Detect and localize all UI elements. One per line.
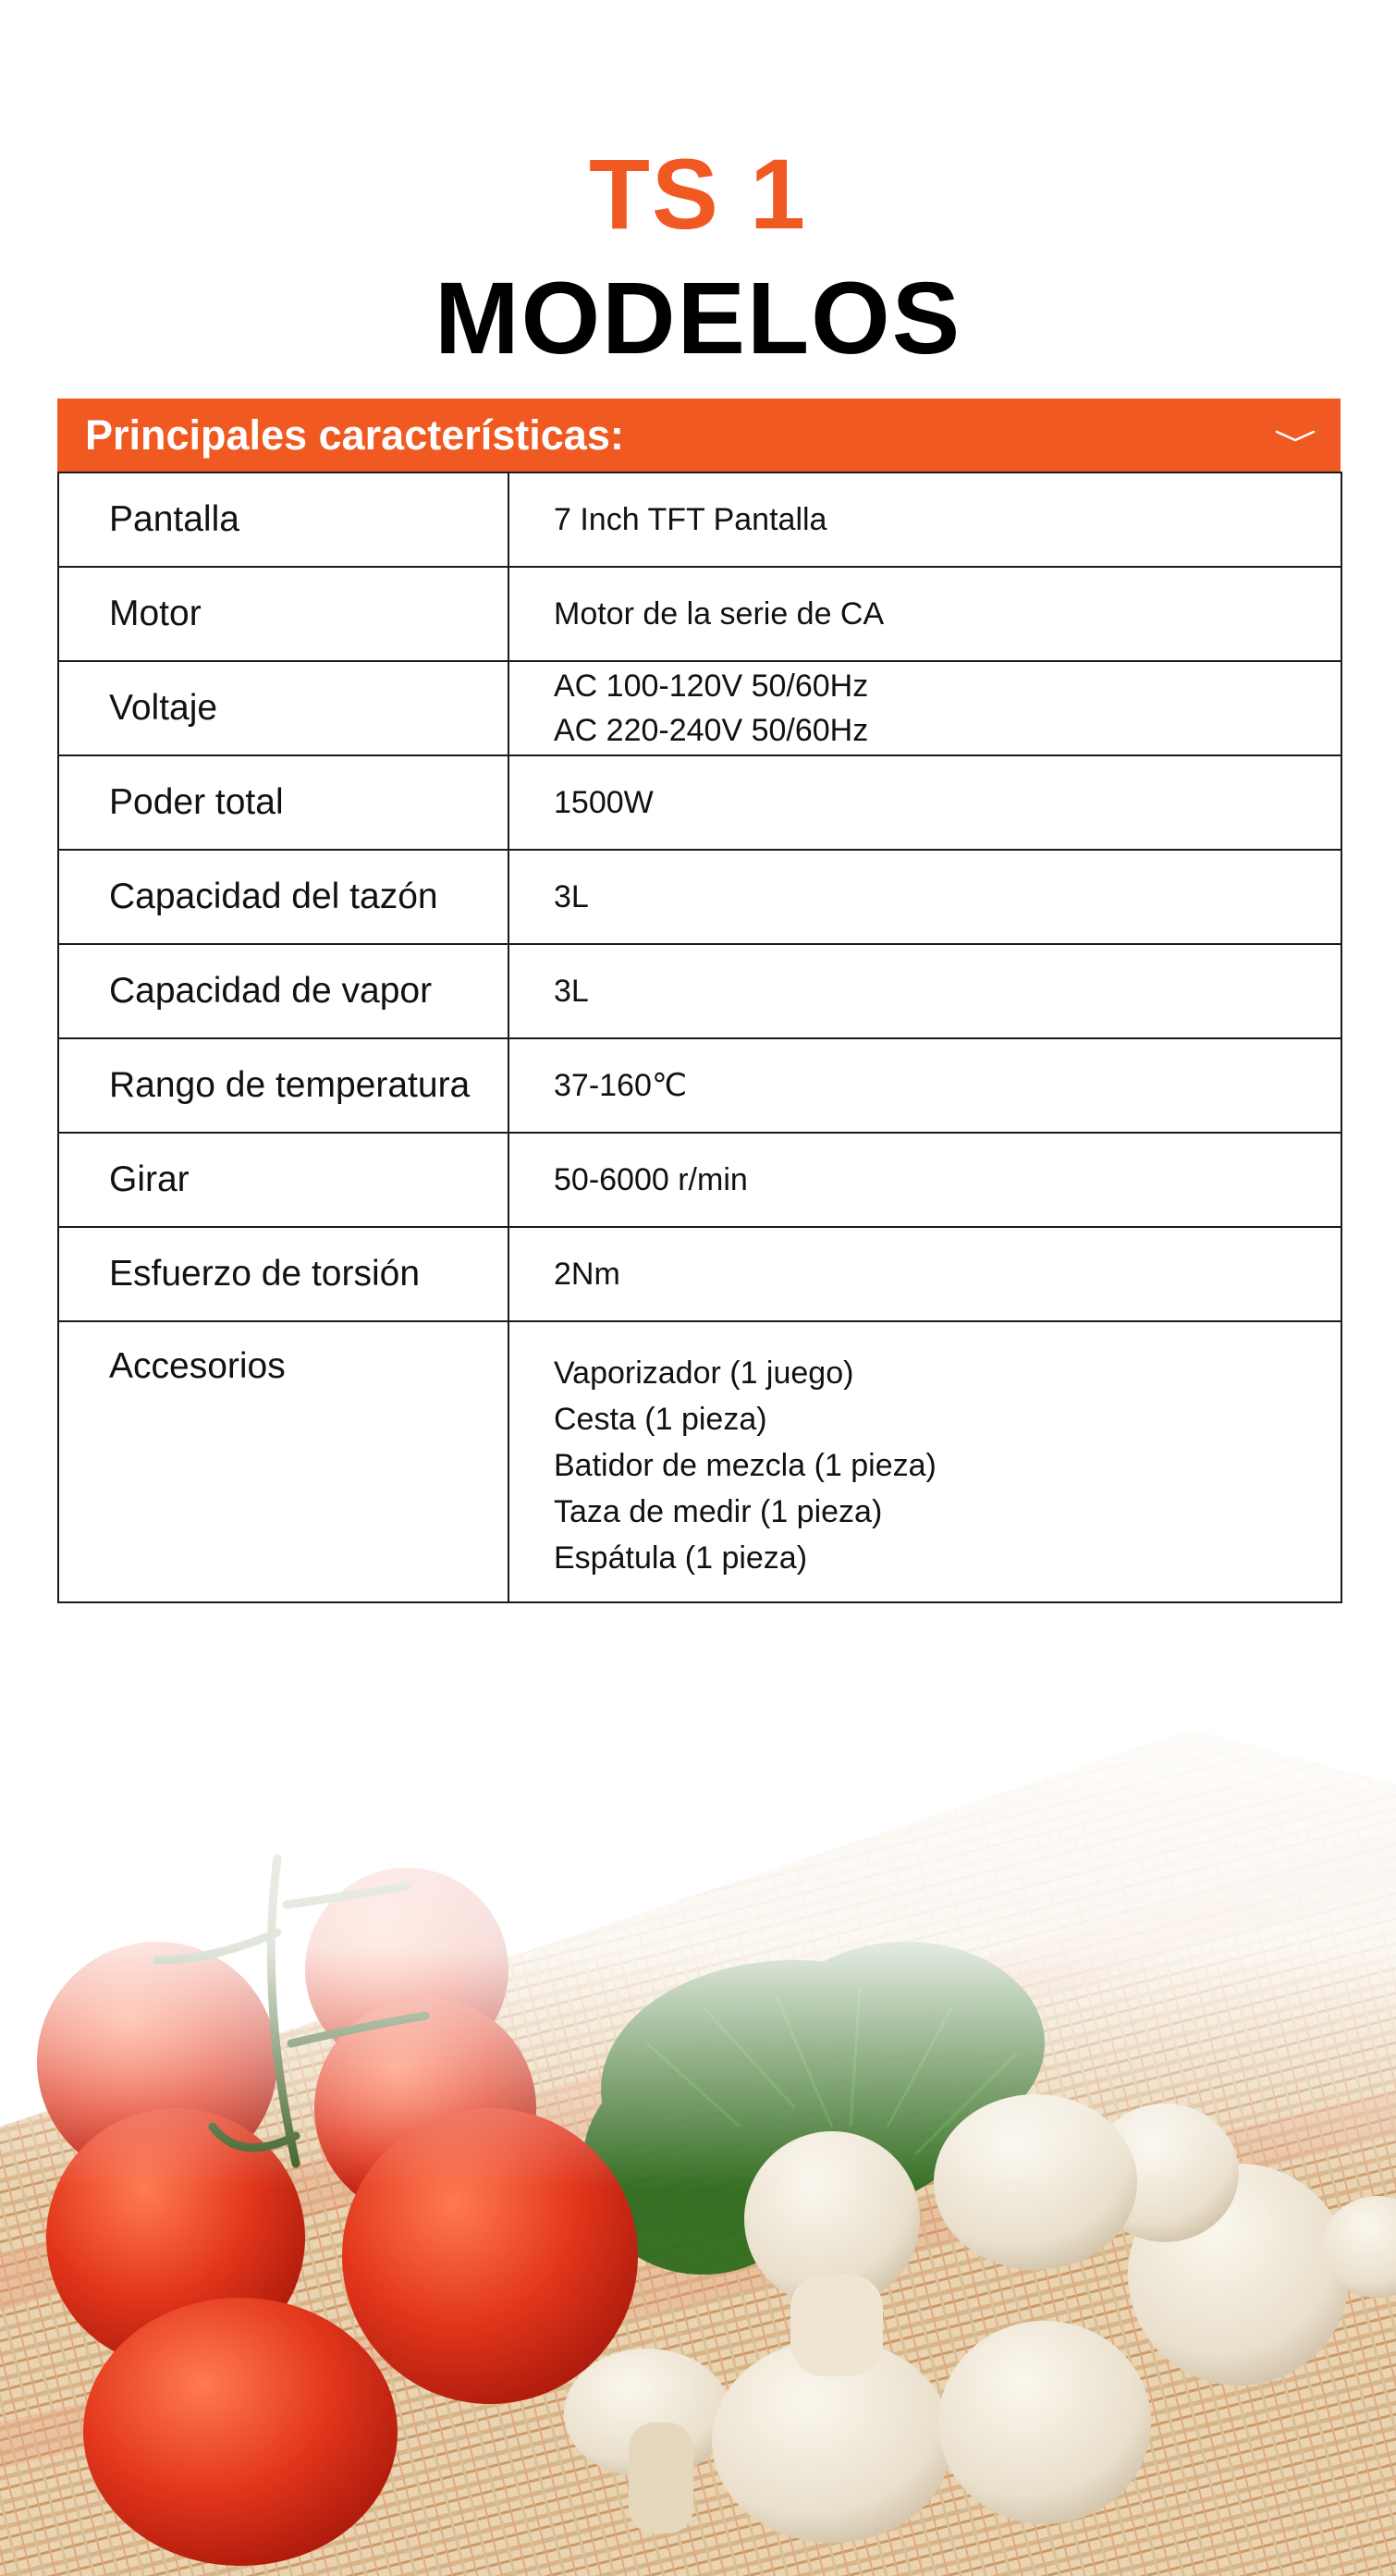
spec-value-line: Vaporizador (1 juego) [554, 1355, 854, 1391]
vegetables-photo [0, 1609, 1396, 2576]
chevron-down-icon[interactable] [1274, 426, 1316, 445]
spec-table [57, 472, 1342, 1603]
spec-label: Voltaje [58, 661, 508, 755]
table-row [58, 850, 1341, 944]
table-row [58, 1133, 1341, 1227]
spec-value-line: 3L [554, 974, 589, 1009]
spec-section-header[interactable] [57, 399, 1341, 472]
spec-label: Rango de temperatura [58, 1038, 508, 1133]
spec-value-line: Taza de medir (1 pieza) [554, 1494, 883, 1529]
spec-label: Esfuerzo de torsión [58, 1227, 508, 1321]
spec-value [508, 472, 1341, 567]
spec-value-line: Espátula (1 pieza) [554, 1540, 808, 1576]
spec-label: Accesorios [58, 1321, 508, 1602]
table-row [58, 567, 1341, 661]
model-name: TS 1 [588, 138, 808, 250]
spec-value [508, 1038, 1341, 1133]
spec-value [508, 661, 1341, 755]
spec-value-line: 2Nm [554, 1257, 620, 1292]
spec-value-line: AC 100-120V 50/60Hz [554, 669, 869, 704]
table-row [58, 755, 1341, 850]
spec-label: Capacidad del tazón [58, 850, 508, 944]
spec-value [508, 1133, 1341, 1227]
page-title: MODELOS [434, 262, 962, 375]
spec-label: Capacidad de vapor [58, 944, 508, 1038]
spec-value [508, 1321, 1341, 1602]
table-row [58, 944, 1341, 1038]
spec-value-line: Motor de la serie de CA [554, 596, 885, 632]
spec-label: Girar [58, 1133, 508, 1227]
spec-value [508, 567, 1341, 661]
spec-value-line: Batidor de mezcla (1 pieza) [554, 1448, 937, 1483]
spec-label: Poder total [58, 755, 508, 850]
table-row [58, 1227, 1341, 1321]
spec-value-line: 37-160℃ [554, 1068, 688, 1103]
spec-value [508, 755, 1341, 850]
spec-value [508, 850, 1341, 944]
table-row [58, 472, 1341, 567]
spec-value [508, 944, 1341, 1038]
spec-value-line: 7 Inch TFT Pantalla [554, 502, 827, 537]
spec-value-line: AC 220-240V 50/60Hz [554, 713, 869, 748]
spec-section-title: Principales características: [85, 411, 624, 459]
table-row [58, 661, 1341, 755]
spec-value-line: Cesta (1 pieza) [554, 1402, 767, 1437]
spec-value-line: 3L [554, 879, 589, 914]
spec-value [508, 1227, 1341, 1321]
spec-value-line: 50-6000 r/min [554, 1162, 748, 1197]
table-row [58, 1038, 1341, 1133]
spec-label: Pantalla [58, 472, 508, 567]
table-row [58, 1321, 1341, 1602]
spec-value-line: 1500W [554, 785, 654, 820]
spec-label: Motor [58, 567, 508, 661]
